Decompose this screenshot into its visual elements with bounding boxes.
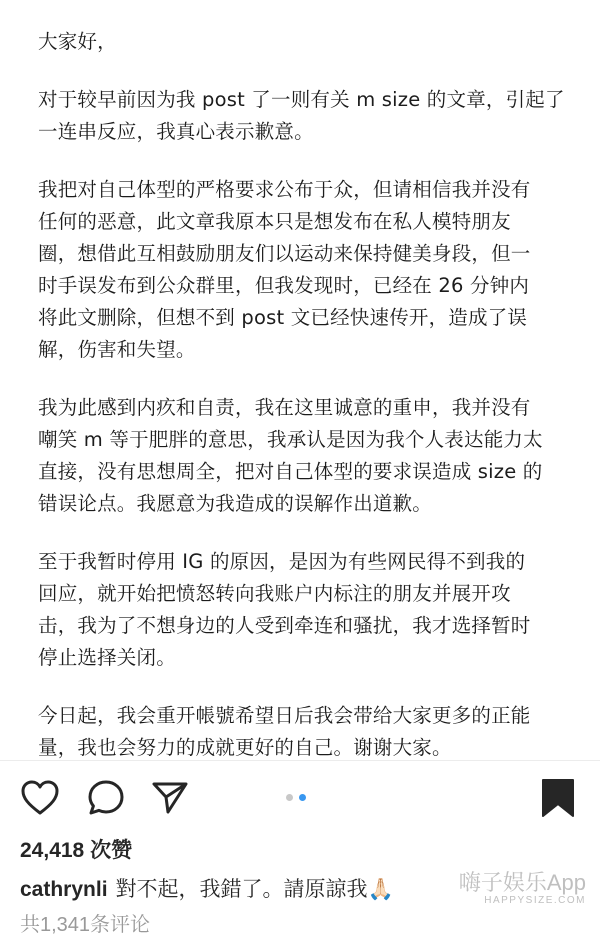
share-button[interactable]: [148, 776, 192, 820]
post-paragraph-5: 至于我暂时停用 IG 的原因，是因为有些网民得不到我的 回应，就开始把愤怒转向我账户内标注的朋友并展开攻 击，我为了不想身边的人受到牵连和骚扰，我才选择暂时 停止选择关闭。: [38, 550, 531, 669]
caption: [20, 873, 394, 903]
post-paragraph-4: 我为此感到内疚和自责，我在这里诚意的重申，我并没有 嘲笑 m 等于肥胖的意思，我承认是因为我个人表达能力太 直接，没有思想周全，把对自己体型的要求误造成 size 的 错误论点。我愿意为我造成的误解作出道歉。: [38, 396, 543, 515]
like-button[interactable]: [18, 776, 62, 820]
post-paragraph-2: 对于较早前因为我 post 了一则有关 m size 的文章，引起了 一连串反应，我真心表示歉意。: [38, 88, 565, 143]
view-comments-link[interactable]: 共1,341条评论: [20, 914, 151, 936]
share-icon: [150, 778, 190, 818]
caption-text: 對不起，我錯了。請原諒我🙏🏻: [115, 878, 394, 901]
post-paragraph-1: 大家好，: [38, 30, 117, 53]
carousel-dot: [286, 794, 293, 801]
post-text: [38, 26, 568, 790]
save-button[interactable]: [536, 776, 580, 820]
post-paragraph-3: 我把对自己体型的严格要求公布于众，但请相信我并没有 任何的恶意，此文章我原本只是想发布在私人模特朋友 圈，想借此互相鼓励朋友们以运动来保持健美身段，但一 时手误发布到公众群里，但我发现时，已经在 26 分钟内 将此文删除，但想不到 post 文已经快速传开，造成了误 解，伤害和失望。: [38, 178, 531, 361]
watermark-sub: HAPPYSIZE.COM: [484, 895, 586, 906]
bookmark-icon: [540, 778, 576, 818]
caption-username[interactable]: cathrynli: [20, 878, 108, 901]
carousel-indicator: [286, 794, 306, 801]
watermark: [459, 866, 586, 906]
post-paragraph-6: 今日起，我会重开帳號希望日后我会带给大家更多的正能 量，我也会努力的成就更好的自己。谢谢大家。: [38, 704, 531, 759]
like-count[interactable]: 24,418 次赞: [20, 839, 133, 862]
action-bar: [0, 770, 600, 826]
carousel-dot-active: [299, 794, 306, 801]
comment-button[interactable]: [84, 776, 128, 820]
watermark-main: 嗨子娱乐App: [458, 870, 586, 895]
heart-icon: [20, 779, 60, 817]
comment-icon: [86, 778, 126, 818]
